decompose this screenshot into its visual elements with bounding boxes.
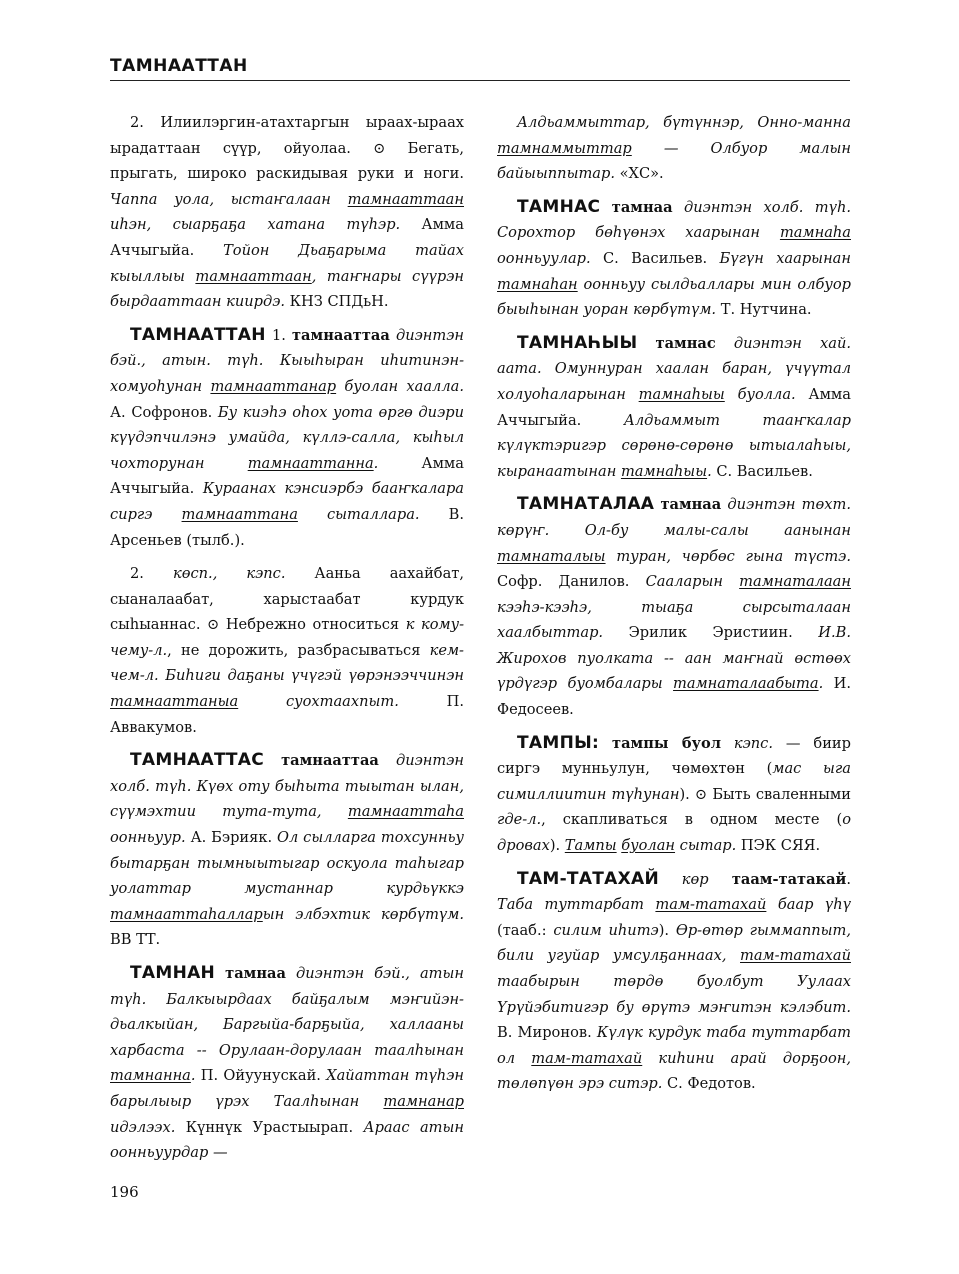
entry-text: Сааларын <box>645 573 740 591</box>
example-keyword: тамнааттана <box>181 505 298 523</box>
entry-text: диэнтэн төхт. көрүҥ. Ол-бу малы-салы аанынан <box>497 496 852 539</box>
example-keyword: тамнаталаан <box>739 573 851 591</box>
entry-text: Алдьаммыттар, бүтүннэр, Онно-манна <box>517 114 851 131</box>
entry-text: Күлүк курдук таба туттарбат ол <box>497 1024 851 1067</box>
entry-text: сытар. <box>675 837 737 855</box>
headword: ТАМ-ТАТАХАЙ <box>517 868 660 889</box>
entry-text: кээһэ-кээһэ, тыаҕа сырсыталаан хаалбыттар. <box>497 598 851 642</box>
dictionary-entry <box>497 492 851 722</box>
entry-text: 2. <box>130 565 173 583</box>
example-keyword: тамнаһыы <box>620 462 708 480</box>
right-column <box>497 110 851 1105</box>
entry-text: Софр. Данилов. <box>497 573 646 591</box>
dictionary-entry <box>110 561 464 740</box>
entry-text: көсп., кэпс. <box>172 565 286 583</box>
grammar-ref: тамнаа <box>660 496 722 514</box>
entry-text: А. Софронов. <box>110 403 218 421</box>
entry-text: диэнтэн бэй., атын. түһ. Кыыһыран иһитинэн-хомуоһунан <box>110 326 465 395</box>
page-number: 196 <box>110 1183 139 1201</box>
header-rule <box>110 80 850 81</box>
entry-text: мас ыга симиллиитин түһунан <box>497 760 852 803</box>
entry-text: буолла. <box>724 385 796 403</box>
grammar-ref: тамнааттаа <box>281 752 379 770</box>
entry-text: о дровах <box>497 811 851 855</box>
entry-text: В. Арсеньев (тылб.). <box>110 505 464 549</box>
example-keyword: тамнаһан <box>497 275 578 293</box>
dictionary-entry <box>110 961 464 1166</box>
entry-text: Т. Нутчина. <box>716 301 812 319</box>
example-keyword: буолан <box>621 837 676 855</box>
example-keyword: там-татахай <box>740 947 851 965</box>
entry-text <box>600 199 611 216</box>
dictionary-entry <box>110 110 464 315</box>
example-keyword: тамнанар <box>383 1092 464 1110</box>
running-header: ТАМНААТТАН <box>110 56 248 76</box>
entry-text: Араас атын оонньуурдар — <box>110 1118 464 1162</box>
grammar-ref: таам-татакай <box>708 870 847 888</box>
example-keyword: Тампы <box>564 837 617 855</box>
entry-text: С. Федотов. <box>662 1075 756 1093</box>
entry-text: диэнтэн бэй., атын түһ. Балкыырдаах байҕалым мэҥийэн-дьалкыйан, Баргыйа-барҕыйа, халлааны харбаста -- Орулаан-дорулаан таалһынан <box>110 965 465 1059</box>
entry-text: , таҥнары сүүрэн бырдааттаан киирдэ. <box>110 267 465 311</box>
entry-text: идэлээх. <box>110 1118 176 1136</box>
example-keyword: тамнааттанар <box>210 377 337 395</box>
entry-text: Өр-өтөр гыммаппыт, били угуйар умсулҕаннаах, <box>497 921 851 965</box>
entry-text: , скапливаться в одном месте ( <box>541 811 843 829</box>
headword: ТАМНАН <box>130 963 216 983</box>
entry-text: Тойон Дьаҕарыма тайах кыыллыы <box>110 241 464 285</box>
entry-text: «ХС». <box>614 165 664 183</box>
grammar-ref: тампы буол <box>612 734 721 752</box>
entry-text: Эрилик Эристиин. <box>603 624 819 642</box>
entry-text: кэпс. <box>720 734 773 752</box>
example-keyword: тамнааттаан <box>195 267 312 285</box>
headword: ТАМНАҺЫЫ <box>517 332 638 353</box>
entry-text: диэнтэн холб. түһ. Күөх оту быһыта тыытан ылан, сүүмэхтии тута-тута, <box>110 752 465 821</box>
example-keyword: там-татахай <box>655 896 767 914</box>
entry-text: баар үһү <box>766 896 851 914</box>
dictionary-entry <box>497 195 851 323</box>
entry-text: буолан хаалла. <box>336 377 464 395</box>
example-keyword: тамнанна <box>110 1067 191 1085</box>
entry-text: — Олбуор малын байыыппытар. <box>497 139 851 183</box>
entry-text: где-л. <box>497 811 542 829</box>
example-keyword: тамнаталыы <box>497 547 606 565</box>
entry-text: оонньуур. <box>110 829 186 847</box>
entry-text: киһини арай дорҕоон, төлөпүөн эрэ ситэр. <box>497 1049 851 1093</box>
entry-text: таабырын төрдө буолбут Уулаах Үрүйэбитигэр бу өрүтэ мэҥитэн кэлэбит. <box>497 973 851 1016</box>
entry-text: (тааб.: <box>497 921 554 939</box>
dictionary-entry <box>110 748 464 953</box>
entry-text: силим иһитэ <box>553 921 659 939</box>
entry-text: Күннүк Урастыырап. <box>175 1118 364 1136</box>
example-keyword: тамнаталаабыта <box>673 675 819 693</box>
example-keyword: тамнаммыттар <box>497 139 632 157</box>
dictionary-entry <box>497 731 851 859</box>
grammar-ref: тамнас <box>655 334 716 352</box>
entry-text: Ол сылларга тохсунньу бытарҕан тымныытыгар оскуола таһыгар уолаттар мустаннар курдьүккэ <box>110 829 464 898</box>
entry-text: Амма Аччыгыйа. <box>497 385 851 429</box>
entry-text: к кому-чему-л. <box>110 616 464 659</box>
entry-text: оонньуу сылдьаллары мин олбуор быыһынан уоран көрбүтүм. <box>497 275 851 319</box>
entry-text: С. Васильев. <box>711 462 813 480</box>
entry-text: Кураанах кэнсиэрбэ бааҥкалара сиргэ <box>110 480 464 523</box>
entry-text: ). ⊙ Быть сваленными <box>679 785 851 803</box>
entry-text: сыталлара. <box>297 505 420 523</box>
entry-text: Чаппа уола, ыстаҥалаан <box>110 190 348 208</box>
entry-text: диэнтэн хай. аата. Омуннуран хаалан баран, үчүүтал холуоһаларынан <box>497 334 852 403</box>
entry-text: ⊙ Бегать, прыгать, широко раскидывая руки и ноги. <box>110 139 464 183</box>
entry-text: көр <box>659 870 709 888</box>
grammar-ref: тамнааттаа <box>292 326 390 344</box>
entry-text: суохтаахпыт. <box>238 693 399 711</box>
left-column <box>110 110 464 1174</box>
dictionary-entry <box>110 323 464 553</box>
entry-text <box>215 965 225 982</box>
dictionary-entry <box>497 867 851 1097</box>
entry-text: Амма Аччыгыйа. <box>110 454 464 498</box>
entry-text: ВВ ТТ. <box>110 931 161 949</box>
headword: ТАМПЫ: <box>517 732 600 753</box>
entry-text: . <box>707 462 712 480</box>
headword: ТАМНААТТАС <box>130 750 265 771</box>
entry-text: Амма Аччыгыйа. <box>110 216 464 259</box>
entry-text: Ааньа аахайбат, сыаналаабат, харыстаабат курдук сыһыаннас. ⊙ Небрежно относиться <box>110 565 464 634</box>
entry-text: ). <box>549 837 565 855</box>
entry-text <box>637 335 655 352</box>
entry-text: Таба туттарбат <box>497 896 656 914</box>
entry-text: Алдьаммыт тааҥкалар күлүктэригэр сөрөнө-сөрөнө ытыалаһыы, кыранаатынан <box>497 411 851 480</box>
entry-text: Бу киэһэ оһох уота өргө диэри күүдэпчилэнэ умайда, күллэ-салла, кыһыл чохторунан <box>110 403 464 472</box>
example-keyword: тамнааттанна <box>247 454 374 472</box>
example-keyword: тамнаһа <box>779 224 851 242</box>
entry-text: . <box>846 870 851 888</box>
entry-text: ). <box>658 921 676 939</box>
entry-text: иһэн, сыарҕаҕа хатана түһэр. <box>110 216 401 234</box>
headword: ТАМНАТАЛАА <box>517 494 655 515</box>
headword: ТАМНААТТАН <box>130 324 266 345</box>
entry-text: . <box>373 454 379 472</box>
entry-text: . <box>190 1067 196 1085</box>
entry-text: — биир сиргэ мунньулун, чөмөхтөн ( <box>497 734 851 778</box>
entry-text: ын элбэхтик көрбүтүм. <box>262 905 464 923</box>
example-keyword: тамнааттаһа <box>347 803 464 821</box>
entry-text: . <box>818 675 824 693</box>
entry-text: 1. <box>265 326 293 344</box>
example-keyword: тамнааттаһаллар <box>110 905 263 923</box>
headword: ТАМНАС <box>517 196 601 217</box>
example-keyword: тамнааттаныа <box>110 693 239 711</box>
entry-text: , не дорожить, разбрасываться <box>167 641 430 659</box>
entry-text: А. Бэрияк. <box>185 829 278 847</box>
entry-text: оонньуулар. <box>497 249 591 267</box>
entry-text: П. Ойуунускай. <box>195 1067 327 1085</box>
example-keyword: тамнаһыы <box>638 385 725 403</box>
entry-text: 2. Илиилэргин-атахтаргын ыраах-ыраах ырадаттаан сүүр, ойуолаа. <box>110 114 464 157</box>
entry-text: Хайаттан түһэн барылыыр үрэх Таалһынан <box>110 1067 464 1110</box>
entry-text: диэнтэн холб. түһ. Сорохтор бөһүөнэх хаарынан <box>497 198 851 242</box>
entry-text: туран, чөрбөс гына түстэ. <box>605 547 851 565</box>
dictionary-entry <box>497 110 851 187</box>
entry-text: кем-чем-л. Биһиги даҕаны үчүгэй үөрэнээччинэн <box>110 641 464 685</box>
entry-text: Бүгүн хаарынан <box>719 249 851 267</box>
entry-text: И.В. Жирохов пуолката -- аан маҥнай өстөөх үрдүгэр буомбалары <box>497 624 851 693</box>
entry-text: ПЭК СЯЯ. <box>736 837 821 855</box>
example-keyword: там-татахай <box>531 1049 643 1067</box>
entry-text: КНЗ СПДьН. <box>285 293 389 311</box>
entry-text: С. Васильев. <box>590 249 720 267</box>
entry-text: В. Миронов. <box>497 1024 597 1042</box>
entry-text: И. Федосеев. <box>497 675 851 719</box>
entry-text <box>599 735 612 752</box>
entry-text: П. Аввакумов. <box>110 693 464 736</box>
entry-text <box>264 752 281 769</box>
grammar-ref: тамнаа <box>611 198 673 216</box>
grammar-ref: тамнаа <box>225 965 286 982</box>
dictionary-entry <box>497 331 851 485</box>
example-keyword: тамнааттаан <box>347 190 464 208</box>
